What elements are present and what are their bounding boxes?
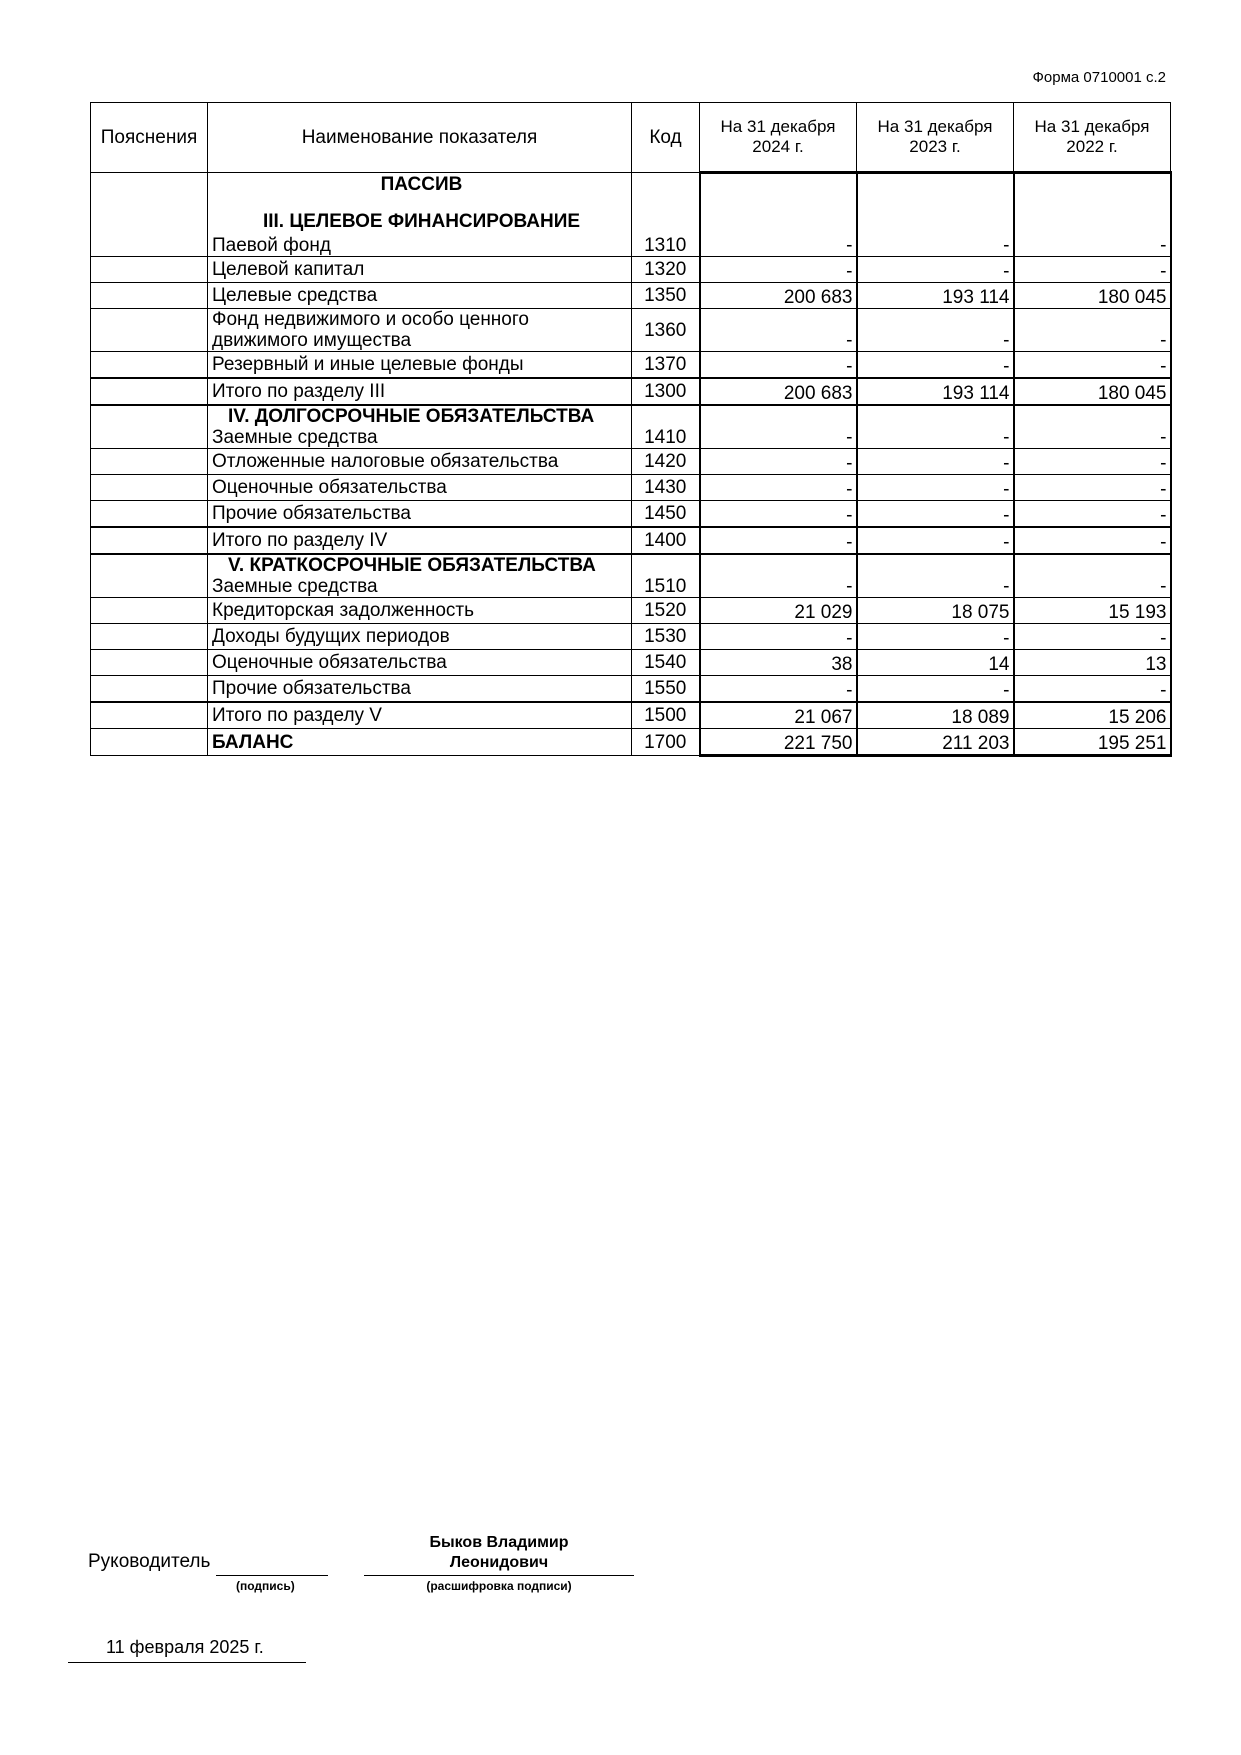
table-row-total (91, 702, 1171, 729)
row-name: Целевой капитал (208, 257, 632, 283)
row-name: Доходы будущих периодов (208, 624, 632, 650)
header-code: Код (632, 103, 700, 173)
value-2022: 15 206 (1014, 702, 1171, 729)
value-2023: - (857, 257, 1014, 283)
row-name: Фонд недвижимого и особо ценного движимого имущества (208, 309, 632, 352)
value-2024: 38 (700, 650, 857, 676)
value-2023: - (857, 173, 1014, 257)
value-2023: - (857, 527, 1014, 554)
row-code: 1430 (632, 475, 700, 501)
value-2023: 193 114 (857, 378, 1014, 405)
section-3-title: III. ЦЕЛЕВОЕ ФИНАНСИРОВАНИЕ (262, 211, 581, 232)
value-2023: 18 089 (857, 702, 1014, 729)
name-line (364, 1575, 634, 1576)
table-row (91, 501, 1171, 528)
table-row (91, 624, 1171, 650)
row-name: IV. ДОЛГОСРОЧНЫЕ ОБЯЗАТЕЛЬСТВА Заемные средства (208, 405, 632, 449)
table-row (91, 676, 1171, 703)
row-name: Кредиторская задолженность (208, 598, 632, 624)
row-name: Прочие обязательства (208, 501, 632, 528)
row-code: 1500 (632, 702, 700, 729)
row-code: 1360 (632, 309, 700, 352)
row-name: Итого по разделу III (208, 378, 632, 405)
value-2024: - (700, 527, 857, 554)
value-2024: - (700, 624, 857, 650)
value-2022: - (1014, 527, 1171, 554)
row-name: Оценочные обязательства (208, 475, 632, 501)
value-2023: - (857, 449, 1014, 475)
value-2023: - (857, 309, 1014, 352)
row-name: Отложенные налоговые обязательства (208, 449, 632, 475)
row-label: Паевой фонд (212, 235, 331, 256)
value-2022: - (1014, 501, 1171, 528)
value-2024: - (700, 676, 857, 703)
row-code: 1320 (632, 257, 700, 283)
row-code: 1550 (632, 676, 700, 703)
value-2023: 14 (857, 650, 1014, 676)
row-code: 1540 (632, 650, 700, 676)
table-row (91, 554, 1171, 598)
row-code: 1530 (632, 624, 700, 650)
row-code: 1310 (632, 173, 700, 257)
table-row (91, 283, 1171, 309)
name-caption: (расшифровка подписи) (426, 1579, 572, 1593)
table-row-total (91, 527, 1171, 554)
table-row (91, 405, 1171, 449)
value-2023: - (857, 352, 1014, 379)
value-2023: - (857, 501, 1014, 528)
value-2022: - (1014, 309, 1171, 352)
value-2022: - (1014, 173, 1171, 257)
signature-caption: (подпись) (236, 1579, 295, 1593)
value-2023: 18 075 (857, 598, 1014, 624)
value-2024: - (700, 173, 857, 257)
row-code: 1510 (632, 554, 700, 598)
value-2022: 180 045 (1014, 378, 1171, 405)
table-row (91, 257, 1171, 283)
signature-line (216, 1575, 328, 1576)
value-2022: - (1014, 257, 1171, 283)
table-row (91, 173, 1171, 257)
value-2022: - (1014, 352, 1171, 379)
value-2022: 195 251 (1014, 729, 1171, 756)
row-name: V. КРАТКОСРОЧНЫЕ ОБЯЗАТЕЛЬСТВА Заемные средства (208, 554, 632, 598)
table-row (91, 475, 1171, 501)
value-2024: - (700, 309, 857, 352)
table-row (91, 449, 1171, 475)
table-row-balance (91, 729, 1171, 756)
value-2023: - (857, 405, 1014, 449)
value-2023: - (857, 554, 1014, 598)
value-2022: - (1014, 405, 1171, 449)
table-row (91, 650, 1171, 676)
value-2024: 21 029 (700, 598, 857, 624)
value-2024: - (700, 475, 857, 501)
table-row (91, 309, 1171, 352)
value-2022: 13 (1014, 650, 1171, 676)
row-code: 1400 (632, 527, 700, 554)
value-2023: - (857, 676, 1014, 703)
row-code: 1450 (632, 501, 700, 528)
table-row-total (91, 378, 1171, 405)
value-2024: - (700, 257, 857, 283)
value-2023: - (857, 475, 1014, 501)
section-5-title: V. КРАТКОСРОЧНЫЕ ОБЯЗАТЕЛЬСТВА (228, 555, 596, 576)
row-name (208, 173, 632, 257)
value-2024: 21 067 (700, 702, 857, 729)
table-row (91, 598, 1171, 624)
value-2024: 221 750 (700, 729, 857, 756)
header-date-2022: На 31 декабря 2022 г. (1014, 103, 1171, 173)
value-2024: - (700, 405, 857, 449)
row-code: 1410 (632, 405, 700, 449)
row-code: 1370 (632, 352, 700, 379)
row-name: БАЛАНС (208, 729, 632, 756)
value-2024: - (700, 352, 857, 379)
signer-role-label: Руководитель (88, 1551, 211, 1572)
passiv-title: ПАССИВ (380, 174, 463, 195)
row-name: Резервный и иные целевые фонды (208, 352, 632, 379)
row-name: Целевые средства (208, 283, 632, 309)
row-name: Оценочные обязательства (208, 650, 632, 676)
value-2022: 180 045 (1014, 283, 1171, 309)
value-2024: - (700, 449, 857, 475)
row-code: 1700 (632, 729, 700, 756)
row-name: Прочие обязательства (208, 676, 632, 703)
row-name: Итого по разделу V (208, 702, 632, 729)
value-2022: - (1014, 449, 1171, 475)
table-row (91, 352, 1171, 379)
value-2024: - (700, 554, 857, 598)
row-code: 1300 (632, 378, 700, 405)
header-indicator-name: Наименование показателя (208, 103, 632, 173)
balance-liabilities-table (90, 102, 1172, 757)
header-date-2024: На 31 декабря 2024 г. (700, 103, 857, 173)
value-2022: - (1014, 554, 1171, 598)
value-2022: - (1014, 676, 1171, 703)
section-4-title: IV. ДОЛГОСРОЧНЫЕ ОБЯЗАТЕЛЬСТВА (228, 406, 595, 427)
row-code: 1420 (632, 449, 700, 475)
header-explanation: Пояснения (91, 103, 208, 173)
row-name: Итого по разделу IV (208, 527, 632, 554)
value-2023: 193 114 (857, 283, 1014, 309)
value-2022: - (1014, 624, 1171, 650)
value-2024: - (700, 501, 857, 528)
row-code: 1520 (632, 598, 700, 624)
value-2024: 200 683 (700, 283, 857, 309)
value-2023: - (857, 624, 1014, 650)
signer-name: Быков Владимир Леонидович (429, 1534, 569, 1571)
table-header-row (91, 103, 1171, 173)
row-code: 1350 (632, 283, 700, 309)
form-number-label: Форма 0710001 с.2 (1032, 69, 1166, 86)
signature-date: 11 февраля 2025 г. (106, 1637, 264, 1657)
date-line (68, 1662, 306, 1663)
value-2022: - (1014, 475, 1171, 501)
value-2024: 200 683 (700, 378, 857, 405)
value-2023: 211 203 (857, 729, 1014, 756)
value-2022: 15 193 (1014, 598, 1171, 624)
header-date-2023: На 31 декабря 2023 г. (857, 103, 1014, 173)
